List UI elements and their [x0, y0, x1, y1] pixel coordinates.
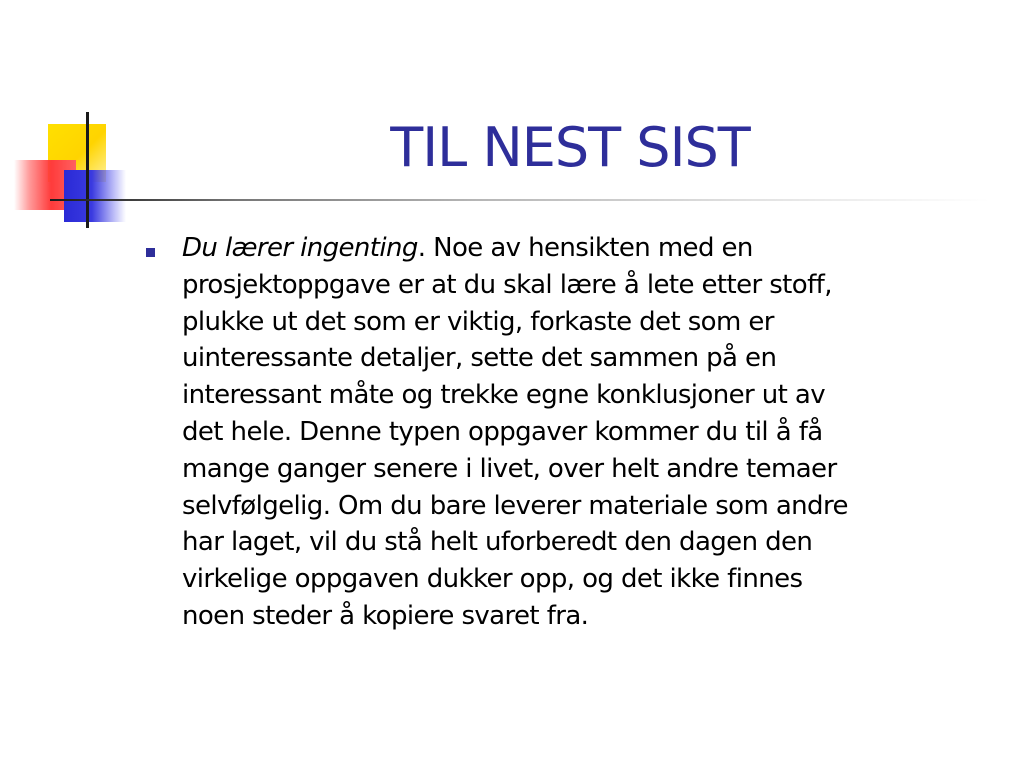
bullet-line: prosjektoppgave er at du skal lære å lete etter stoff, [182, 269, 832, 300]
bullet-line: selvfølgelig. Om du bare leverer materiale som andre [182, 490, 848, 521]
bullet-line: noen steder å kopiere svaret fra. [182, 600, 589, 631]
logo-blue-square [64, 170, 126, 222]
bullet-lead-rest: . Noe av hensikten med en [417, 233, 753, 263]
bullet-line: har laget, vil du stå helt uforberedt den dagen den [182, 527, 813, 558]
slide-title: TIL NEST SIST [390, 116, 750, 179]
logo-vertical-line [86, 112, 89, 228]
bullet-line: det hele. Denne typen oppgaver kommer du til å få [182, 416, 823, 447]
slide-body [140, 230, 1000, 635]
bullet-italic-lead: Du lærer ingenting [182, 233, 418, 263]
bullet-line: interessant måte og trekke egne konklusjoner ut av [182, 380, 825, 411]
title-underline [50, 199, 990, 201]
square-bullet-icon [146, 248, 155, 257]
bullet-line-first [182, 230, 1000, 267]
bullet-item [140, 230, 1000, 635]
bullet-line: virkelige oppgaven dukker opp, og det ikke finnes [182, 564, 803, 595]
bullet-line: mange ganger senere i livet, over helt andre temaer [182, 453, 837, 484]
bullet-text [182, 230, 1000, 635]
bullet-line: uinteressante detaljer, sette det sammen på en [182, 343, 777, 374]
bullet-line: plukke ut det som er viktig, forkaste det som er [182, 306, 774, 337]
